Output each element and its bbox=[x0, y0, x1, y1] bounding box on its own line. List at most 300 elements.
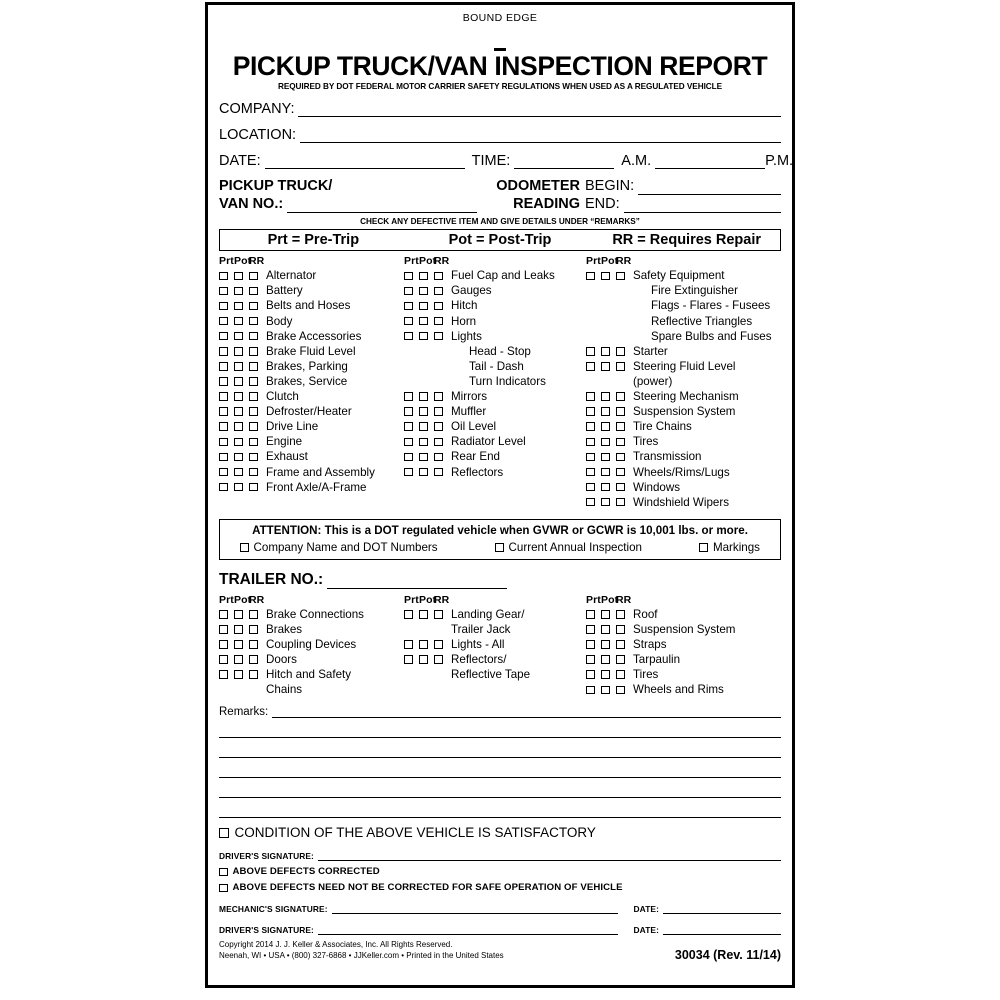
driver-signature-input-2[interactable] bbox=[318, 925, 618, 935]
checklist-item-label: Head - Stop bbox=[469, 344, 531, 358]
condition-satisfactory-row[interactable] bbox=[219, 825, 781, 840]
vehicle-checklist-column-3 bbox=[586, 255, 781, 510]
checkbox-pot[interactable] bbox=[601, 362, 610, 371]
checkbox-rr[interactable] bbox=[434, 422, 443, 431]
bound-edge-label: BOUND EDGE bbox=[462, 12, 538, 24]
checkbox-prt[interactable] bbox=[586, 438, 595, 447]
checkbox-pot[interactable] bbox=[601, 498, 610, 507]
checklist-item-label: Suspension System bbox=[633, 405, 736, 419]
checkbox-rr[interactable] bbox=[434, 392, 443, 401]
defects-not-needed-label: ABOVE DEFECTS NEED NOT BE CORRECTED FOR SAFE OPERATION OF VEHICLE bbox=[232, 882, 623, 894]
checkbox-pot[interactable] bbox=[234, 272, 243, 281]
header-pot: Pot bbox=[234, 593, 252, 606]
checkbox-prt[interactable] bbox=[404, 272, 413, 281]
checkbox-prt[interactable] bbox=[219, 422, 228, 431]
checklist-item-label: Turn Indicators bbox=[469, 374, 546, 388]
checkbox-pot[interactable] bbox=[601, 347, 610, 356]
checklist-item-label: Reflectors bbox=[451, 465, 504, 479]
checklist-row bbox=[586, 607, 781, 622]
checkbox-pot[interactable] bbox=[234, 377, 243, 386]
header-rr: RR bbox=[434, 255, 450, 268]
checkbox-prt[interactable] bbox=[219, 332, 228, 341]
remarks-label: Remarks: bbox=[219, 706, 269, 719]
header-rr: RR bbox=[434, 593, 450, 606]
attention-item-label: Markings bbox=[712, 540, 760, 554]
odometer-values-group bbox=[585, 177, 781, 213]
checklist-item-label: Front Axle/A-Frame bbox=[266, 480, 367, 494]
checkbox-prt[interactable] bbox=[219, 438, 228, 447]
checklist-row bbox=[404, 607, 586, 622]
checklist-item-label: Brakes, Parking bbox=[266, 359, 348, 373]
checklist-row bbox=[586, 314, 781, 329]
checkbox-prt[interactable] bbox=[219, 625, 228, 634]
attention-item-checkbox[interactable] bbox=[240, 543, 249, 552]
checklist-row bbox=[404, 667, 586, 682]
checkbox-prt[interactable] bbox=[404, 407, 413, 416]
trailer-checklist-column-3 bbox=[586, 594, 781, 698]
defects-not-needed-checkbox[interactable] bbox=[219, 884, 228, 893]
checklist-row bbox=[404, 419, 586, 434]
checkbox-rr[interactable] bbox=[249, 438, 258, 447]
checkbox-rr[interactable] bbox=[616, 670, 625, 679]
checklist-row bbox=[219, 344, 404, 359]
checkbox-rr[interactable] bbox=[434, 610, 443, 619]
checkbox-rr[interactable] bbox=[434, 302, 443, 311]
checkbox-rr[interactable] bbox=[249, 610, 258, 619]
header-prt: Prt bbox=[586, 593, 601, 606]
header-rr: RR bbox=[616, 255, 632, 268]
checkbox-pot[interactable] bbox=[419, 272, 428, 281]
checklist-row bbox=[219, 298, 404, 313]
checklist-row bbox=[219, 464, 404, 479]
checklist-row bbox=[586, 434, 781, 449]
checkbox-prt[interactable] bbox=[404, 640, 413, 649]
checkbox-rr[interactable] bbox=[616, 483, 625, 492]
checkbox-prt[interactable] bbox=[586, 640, 595, 649]
checkbox-rr[interactable] bbox=[249, 347, 258, 356]
checkbox-pot[interactable] bbox=[601, 483, 610, 492]
checkbox-pot[interactable] bbox=[234, 483, 243, 492]
checklist-row bbox=[404, 449, 586, 464]
checkbox-rr[interactable] bbox=[616, 498, 625, 507]
checkbox-pot[interactable] bbox=[419, 453, 428, 462]
copyright-line-1: Copyright 2014 J. J. Keller & Associates, Inc. All Rights Reserved. bbox=[219, 940, 453, 950]
checklist-item-label: Straps bbox=[633, 637, 667, 651]
driver-date-label: DATE: bbox=[633, 925, 659, 936]
checkbox-rr[interactable] bbox=[616, 610, 625, 619]
checkbox-prt[interactable] bbox=[219, 468, 228, 477]
remarks-input-line[interactable] bbox=[219, 758, 781, 778]
legend-prt: Prt = Pre-Trip bbox=[267, 232, 360, 249]
checklist-item-label: Fire Extinguisher bbox=[651, 284, 738, 298]
checkbox-rr[interactable] bbox=[616, 272, 625, 281]
checklist-row bbox=[219, 607, 404, 622]
checkbox-prt[interactable] bbox=[404, 422, 413, 431]
checklist-item-label: Fuel Cap and Leaks bbox=[451, 269, 555, 283]
checkbox-prt[interactable] bbox=[586, 468, 595, 477]
remarks-input-line[interactable] bbox=[219, 718, 781, 738]
checkbox-prt[interactable] bbox=[586, 686, 595, 695]
checkbox-prt[interactable] bbox=[219, 483, 228, 492]
checkbox-rr[interactable] bbox=[616, 453, 625, 462]
checkbox-rr[interactable] bbox=[249, 468, 258, 477]
attention-item[interactable] bbox=[495, 541, 642, 554]
checkbox-pot[interactable] bbox=[601, 655, 610, 664]
checkbox-pot[interactable] bbox=[234, 625, 243, 634]
checkbox-prt[interactable] bbox=[219, 640, 228, 649]
time-input[interactable] bbox=[514, 155, 614, 169]
checkbox-pot[interactable] bbox=[234, 287, 243, 296]
checkbox-rr[interactable] bbox=[434, 655, 443, 664]
checkbox-rr[interactable] bbox=[616, 392, 625, 401]
checkbox-rr[interactable] bbox=[616, 686, 625, 695]
checkbox-prt[interactable] bbox=[219, 670, 228, 679]
checklist-item-label: Rear End bbox=[451, 450, 500, 464]
checkbox-prt[interactable] bbox=[404, 610, 413, 619]
checkbox-rr[interactable] bbox=[249, 272, 258, 281]
checkbox-prt[interactable] bbox=[219, 392, 228, 401]
remarks-input-line[interactable] bbox=[219, 778, 781, 798]
checklist-item-label: Windshield Wipers bbox=[633, 495, 729, 509]
attention-item-checkbox[interactable] bbox=[495, 543, 504, 552]
checklist-row bbox=[586, 667, 781, 682]
driver-date-input[interactable] bbox=[663, 925, 781, 935]
odometer-begin-input[interactable] bbox=[638, 181, 781, 195]
checkbox-prt[interactable] bbox=[586, 610, 595, 619]
checkbox-rr[interactable] bbox=[434, 453, 443, 462]
checkbox-pot[interactable] bbox=[419, 287, 428, 296]
checklist-row bbox=[586, 622, 781, 637]
checkbox-pot[interactable] bbox=[419, 640, 428, 649]
checklist-item-label: Landing Gear/ bbox=[451, 607, 525, 621]
checkbox-pot[interactable] bbox=[419, 610, 428, 619]
form-subtitle: REQUIRED BY DOT FEDERAL MOTOR CARRIER SAFETY REGULATIONS WHEN USED AS A REGULATED VEHICLE bbox=[277, 82, 723, 91]
attention-item-checkbox[interactable] bbox=[699, 543, 708, 552]
mechanic-signature-label: MECHANIC'S SIGNATURE: bbox=[219, 904, 328, 915]
vehicle-checklist-column-2 bbox=[404, 255, 586, 510]
checklist-row bbox=[219, 480, 404, 495]
checklist-row bbox=[404, 464, 586, 479]
checkbox-pot[interactable] bbox=[234, 302, 243, 311]
mechanic-signature-input[interactable] bbox=[332, 904, 618, 914]
checkbox-rr[interactable] bbox=[434, 468, 443, 477]
checklist-row bbox=[404, 298, 586, 313]
checkbox-pot[interactable] bbox=[601, 670, 610, 679]
checkbox-prt[interactable] bbox=[586, 347, 595, 356]
attention-item-label: Current Annual Inspection bbox=[508, 540, 642, 554]
checklist-row bbox=[404, 404, 586, 419]
checklist-row bbox=[404, 268, 586, 283]
checkbox-rr[interactable] bbox=[434, 407, 443, 416]
checklist-row bbox=[586, 344, 781, 359]
checkbox-rr[interactable] bbox=[616, 422, 625, 431]
pm-label: P.M. bbox=[765, 153, 794, 169]
checklist-row bbox=[219, 419, 404, 434]
checklist-item-label: Tail - Dash bbox=[469, 359, 524, 373]
checkbox-rr[interactable] bbox=[616, 468, 625, 477]
checklist-item-label: Brake Connections bbox=[266, 607, 364, 621]
checklist-item-label: Frame and Assembly bbox=[266, 465, 375, 479]
checkbox-rr[interactable] bbox=[434, 438, 443, 447]
time-label: TIME: bbox=[471, 153, 511, 169]
checklist-row bbox=[404, 637, 586, 652]
checkbox-rr[interactable] bbox=[249, 453, 258, 462]
checklist-item-label: Horn bbox=[451, 314, 477, 328]
checkbox-pot[interactable] bbox=[601, 610, 610, 619]
driver-signature-input-1[interactable] bbox=[318, 851, 781, 861]
header-prt: Prt bbox=[219, 255, 234, 268]
checkbox-pot[interactable] bbox=[601, 468, 610, 477]
checkbox-prt[interactable] bbox=[219, 302, 228, 311]
checklist-row bbox=[219, 283, 404, 298]
checkbox-prt[interactable] bbox=[219, 272, 228, 281]
checklist-item-label: Brakes, Service bbox=[266, 374, 348, 388]
checkbox-pot[interactable] bbox=[601, 686, 610, 695]
checklist-item-label: Lights bbox=[451, 329, 482, 343]
checkbox-pot[interactable] bbox=[234, 438, 243, 447]
van-no-input[interactable] bbox=[287, 199, 477, 213]
defects-corrected-row[interactable] bbox=[219, 866, 781, 877]
checkbox-pot[interactable] bbox=[419, 392, 428, 401]
odometer-label-line1: ODOMETER bbox=[496, 178, 580, 194]
attention-item-label: Company Name and DOT Numbers bbox=[253, 540, 438, 554]
driver-signature-label-1: DRIVER'S SIGNATURE: bbox=[219, 851, 314, 862]
attention-items-row bbox=[228, 541, 772, 554]
checkbox-rr[interactable] bbox=[249, 317, 258, 326]
remarks-first-row bbox=[219, 706, 781, 718]
checkbox-prt[interactable] bbox=[586, 655, 595, 664]
checkbox-pot[interactable] bbox=[419, 302, 428, 311]
odometer-end-input[interactable] bbox=[624, 199, 781, 213]
checkbox-rr[interactable] bbox=[249, 302, 258, 311]
checklist-row bbox=[404, 389, 586, 404]
checkbox-rr[interactable] bbox=[434, 640, 443, 649]
checklist-item-label: Tire Chains bbox=[633, 420, 692, 434]
checkbox-prt[interactable] bbox=[404, 438, 413, 447]
checkbox-rr[interactable] bbox=[616, 655, 625, 664]
attention-item[interactable] bbox=[699, 541, 760, 554]
header-rr: RR bbox=[616, 593, 632, 606]
checkbox-pot[interactable] bbox=[419, 468, 428, 477]
checkbox-rr[interactable] bbox=[616, 347, 625, 356]
checklist-item-label: Doors bbox=[266, 653, 297, 667]
checkbox-pot[interactable] bbox=[234, 347, 243, 356]
checkbox-rr[interactable] bbox=[249, 483, 258, 492]
checkbox-rr[interactable] bbox=[249, 407, 258, 416]
checkbox-pot[interactable] bbox=[234, 407, 243, 416]
checkbox-prt[interactable] bbox=[404, 317, 413, 326]
checklist-item-label: Tarpaulin bbox=[633, 653, 681, 667]
remarks-input-line[interactable] bbox=[219, 738, 781, 758]
checkbox-prt[interactable] bbox=[219, 287, 228, 296]
checkbox-prt[interactable] bbox=[404, 468, 413, 477]
checkbox-rr[interactable] bbox=[434, 317, 443, 326]
remarks-input-line-1[interactable] bbox=[272, 706, 781, 718]
checklist-row bbox=[404, 329, 586, 344]
checkbox-prt[interactable] bbox=[404, 655, 413, 664]
checklist-item-label: Steering Mechanism bbox=[633, 390, 739, 404]
checkbox-rr[interactable] bbox=[616, 625, 625, 634]
checkbox-rr[interactable] bbox=[616, 438, 625, 447]
checklist-row bbox=[219, 637, 404, 652]
checkbox-prt[interactable] bbox=[219, 407, 228, 416]
date-input[interactable] bbox=[265, 155, 465, 169]
checkbox-prt[interactable] bbox=[219, 362, 228, 371]
checklist-item-label: Reflectors/ bbox=[451, 653, 507, 667]
checkbox-pot[interactable] bbox=[234, 422, 243, 431]
driver-signature-row-1 bbox=[219, 851, 781, 861]
checkbox-pot[interactable] bbox=[601, 422, 610, 431]
checkbox-rr[interactable] bbox=[249, 377, 258, 386]
checklist-item-label: (power) bbox=[633, 374, 673, 388]
checkbox-pot[interactable] bbox=[419, 317, 428, 326]
checkbox-rr[interactable] bbox=[249, 332, 258, 341]
checkbox-pot[interactable] bbox=[234, 610, 243, 619]
checklist-item-label: Wheels/Rims/Lugs bbox=[633, 465, 730, 479]
checkbox-pot[interactable] bbox=[601, 392, 610, 401]
company-row bbox=[219, 101, 781, 117]
header-pot: Pot bbox=[234, 255, 252, 268]
checkbox-prt[interactable] bbox=[586, 407, 595, 416]
checkbox-pot[interactable] bbox=[234, 640, 243, 649]
checkbox-prt[interactable] bbox=[404, 392, 413, 401]
checklist-item-label: Radiator Level bbox=[451, 435, 526, 449]
checkbox-pot[interactable] bbox=[234, 655, 243, 664]
checkbox-rr[interactable] bbox=[249, 362, 258, 371]
checkbox-pot[interactable] bbox=[234, 392, 243, 401]
checkbox-prt[interactable] bbox=[586, 362, 595, 371]
checkbox-rr[interactable] bbox=[249, 422, 258, 431]
defects-corrected-checkbox[interactable] bbox=[219, 868, 228, 877]
checkbox-pot[interactable] bbox=[234, 453, 243, 462]
trailer-no-input[interactable] bbox=[327, 575, 507, 589]
checklist-row bbox=[404, 283, 586, 298]
checklist-item-label: Tires bbox=[633, 435, 659, 449]
checklist-item-label: Hitch and Safety bbox=[266, 668, 352, 682]
checklist-row bbox=[219, 404, 404, 419]
checkbox-prt[interactable] bbox=[586, 392, 595, 401]
checkbox-prt[interactable] bbox=[219, 655, 228, 664]
checkbox-pot[interactable] bbox=[601, 625, 610, 634]
van-no-label: VAN NO.: bbox=[219, 196, 284, 213]
checkbox-prt[interactable] bbox=[219, 453, 228, 462]
checkbox-rr[interactable] bbox=[616, 640, 625, 649]
trailer-column-header-1 bbox=[219, 594, 404, 607]
driver-signature-label-2: DRIVER'S SIGNATURE: bbox=[219, 925, 314, 936]
checkbox-pot[interactable] bbox=[419, 422, 428, 431]
checklist-row bbox=[219, 449, 404, 464]
checkbox-pot[interactable] bbox=[234, 332, 243, 341]
odometer-begin-label: BEGIN: bbox=[585, 177, 635, 194]
checkbox-prt[interactable] bbox=[586, 625, 595, 634]
location-input[interactable] bbox=[300, 129, 781, 143]
checklist-item-label: Wheels and Rims bbox=[633, 683, 724, 697]
checkbox-prt[interactable] bbox=[219, 347, 228, 356]
checkbox-rr[interactable] bbox=[434, 287, 443, 296]
header-pot: Pot bbox=[419, 593, 437, 606]
checkbox-prt[interactable] bbox=[219, 317, 228, 326]
checkbox-prt[interactable] bbox=[219, 377, 228, 386]
remarks-extra-lines bbox=[219, 718, 781, 818]
checkbox-pot[interactable] bbox=[234, 317, 243, 326]
checklist-row bbox=[586, 449, 781, 464]
checkbox-prt[interactable] bbox=[404, 453, 413, 462]
date-time-row bbox=[219, 153, 794, 169]
checkbox-pot[interactable] bbox=[234, 362, 243, 371]
checkbox-rr[interactable] bbox=[249, 392, 258, 401]
company-label: COMPANY: bbox=[219, 101, 295, 117]
checkbox-pot[interactable] bbox=[601, 453, 610, 462]
mechanic-date-input[interactable] bbox=[663, 904, 781, 914]
header-pot: Pot bbox=[601, 255, 619, 268]
defects-corrected-label: ABOVE DEFECTS CORRECTED bbox=[232, 866, 380, 878]
checkbox-prt[interactable] bbox=[404, 287, 413, 296]
checklist-row bbox=[586, 268, 781, 283]
checkbox-prt[interactable] bbox=[586, 453, 595, 462]
location-row bbox=[219, 127, 781, 143]
checklist-item-label: Safety Equipment bbox=[633, 269, 725, 283]
checkbox-rr[interactable] bbox=[434, 332, 443, 341]
checkbox-rr[interactable] bbox=[616, 362, 625, 371]
checkbox-prt[interactable] bbox=[586, 483, 595, 492]
checkbox-rr[interactable] bbox=[616, 407, 625, 416]
mechanic-date-label: DATE: bbox=[633, 904, 659, 915]
checkbox-pot[interactable] bbox=[601, 640, 610, 649]
checkbox-rr[interactable] bbox=[249, 670, 258, 679]
attention-box bbox=[219, 519, 781, 560]
checkbox-pot[interactable] bbox=[419, 655, 428, 664]
header-prt: Prt bbox=[219, 593, 234, 606]
condition-satisfactory-checkbox[interactable] bbox=[219, 828, 229, 838]
remarks-input-line[interactable] bbox=[219, 798, 781, 818]
checkbox-rr[interactable] bbox=[249, 655, 258, 664]
defects-not-needed-row[interactable] bbox=[219, 882, 781, 893]
checkbox-pot[interactable] bbox=[601, 438, 610, 447]
checkbox-pot[interactable] bbox=[419, 438, 428, 447]
checkbox-rr[interactable] bbox=[249, 287, 258, 296]
pm-time-input[interactable] bbox=[655, 155, 765, 169]
checkbox-pot[interactable] bbox=[601, 407, 610, 416]
checkbox-prt[interactable] bbox=[219, 610, 228, 619]
checkbox-prt[interactable] bbox=[586, 670, 595, 679]
checklist-row bbox=[219, 434, 404, 449]
checkbox-pot[interactable] bbox=[419, 407, 428, 416]
checkbox-pot[interactable] bbox=[234, 670, 243, 679]
checkbox-prt[interactable] bbox=[586, 422, 595, 431]
attention-item[interactable] bbox=[240, 541, 438, 554]
checkbox-pot[interactable] bbox=[419, 332, 428, 341]
remarks-block bbox=[219, 706, 781, 818]
checklist-row bbox=[404, 359, 586, 374]
checklist-item-label: Starter bbox=[633, 344, 668, 358]
checkbox-pot[interactable] bbox=[234, 468, 243, 477]
checkbox-rr[interactable] bbox=[249, 625, 258, 634]
checklist-row bbox=[404, 622, 586, 637]
checkbox-rr[interactable] bbox=[434, 272, 443, 281]
checkbox-rr[interactable] bbox=[249, 640, 258, 649]
checklist-row bbox=[404, 434, 586, 449]
company-input[interactable] bbox=[298, 103, 781, 117]
checkbox-prt[interactable] bbox=[586, 272, 595, 281]
checklist-item-label: Windows bbox=[633, 480, 681, 494]
checkbox-prt[interactable] bbox=[586, 498, 595, 507]
trailer-no-label: TRAILER NO.: bbox=[219, 570, 324, 588]
checklist-row bbox=[586, 652, 781, 667]
checkbox-pot[interactable] bbox=[601, 272, 610, 281]
checkbox-prt[interactable] bbox=[404, 332, 413, 341]
legend-rr: RR = Requires Repair bbox=[612, 232, 762, 249]
checkbox-prt[interactable] bbox=[404, 302, 413, 311]
